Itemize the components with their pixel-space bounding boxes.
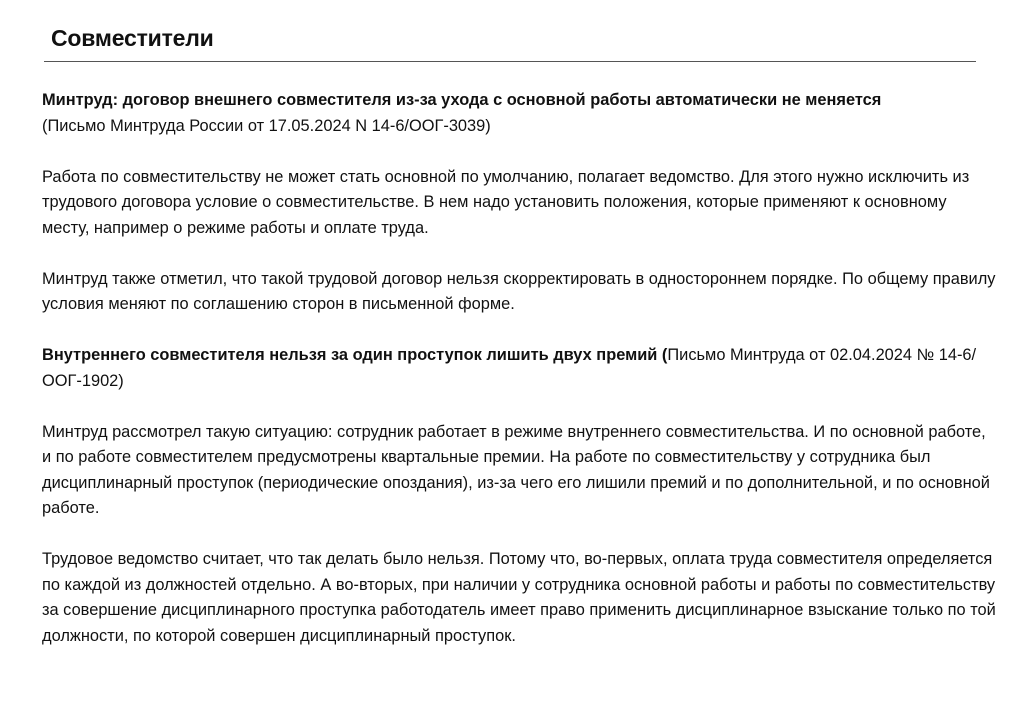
page-title: Совместители [51, 25, 214, 51]
section-2-header [42, 343, 997, 394]
title-divider [44, 61, 976, 62]
section-2-paragraph-1: Минтруд рассмотрел такую ситуацию: сотрудник работает в режиме внутреннего совместительства. И по основной работе, и по работе совместителем предусмотрены квартальные премии. На работе по совместительству у сотрудника был дисциплинарный проступок (периодические опоздания), из-за чего его лишили премий и по дополнительной, и по основной работе. [42, 422, 990, 517]
section-1-source: (Письмо Минтруда России от 17.05.2024 N 14-6/ООГ-3039) [42, 116, 491, 135]
section-1-heading: Минтруд: договор внешнего совместителя из-за ухода с основной работы автоматически не меняется [42, 91, 882, 109]
section-1-paragraph-1: Работа по совместительству не может стать основной по умолчанию, полагает ведомство. Для этого нужно исключить из трудового договора условие о совместительстве. В нем надо установить положения, которые применяют к основному месту, например о режиме работы и оплате труда. [42, 167, 970, 237]
section-1-header [42, 88, 997, 139]
section-2-source: Письмо Минтруда от 02.04.2024 № 14-6/ООГ-1902) [42, 346, 977, 390]
section-2-paragraph-2: Трудовое ведомство считает, что так делать было нельзя. Потому что, во-первых, оплата труда совместителя определяется по каждой из должностей отдельно. А во-вторых, при наличии у сотрудника основной работы и работы по совместительству за совершение дисциплинарного проступка работодатель имеет право применить дисциплинарное взыскание только по той должности, по которой совершен дисциплинарный проступок. [42, 550, 996, 645]
document-body [42, 88, 997, 675]
section-2-heading: Внутреннего совместителя нельзя за один проступок лишить двух премий ( [42, 346, 668, 364]
section-1-paragraph-2: Минтруд также отметил, что такой трудовой договор нельзя скорректировать в одностороннем порядке. По общему правилу условия меняют по соглашению сторон в письменной форме. [42, 269, 996, 313]
